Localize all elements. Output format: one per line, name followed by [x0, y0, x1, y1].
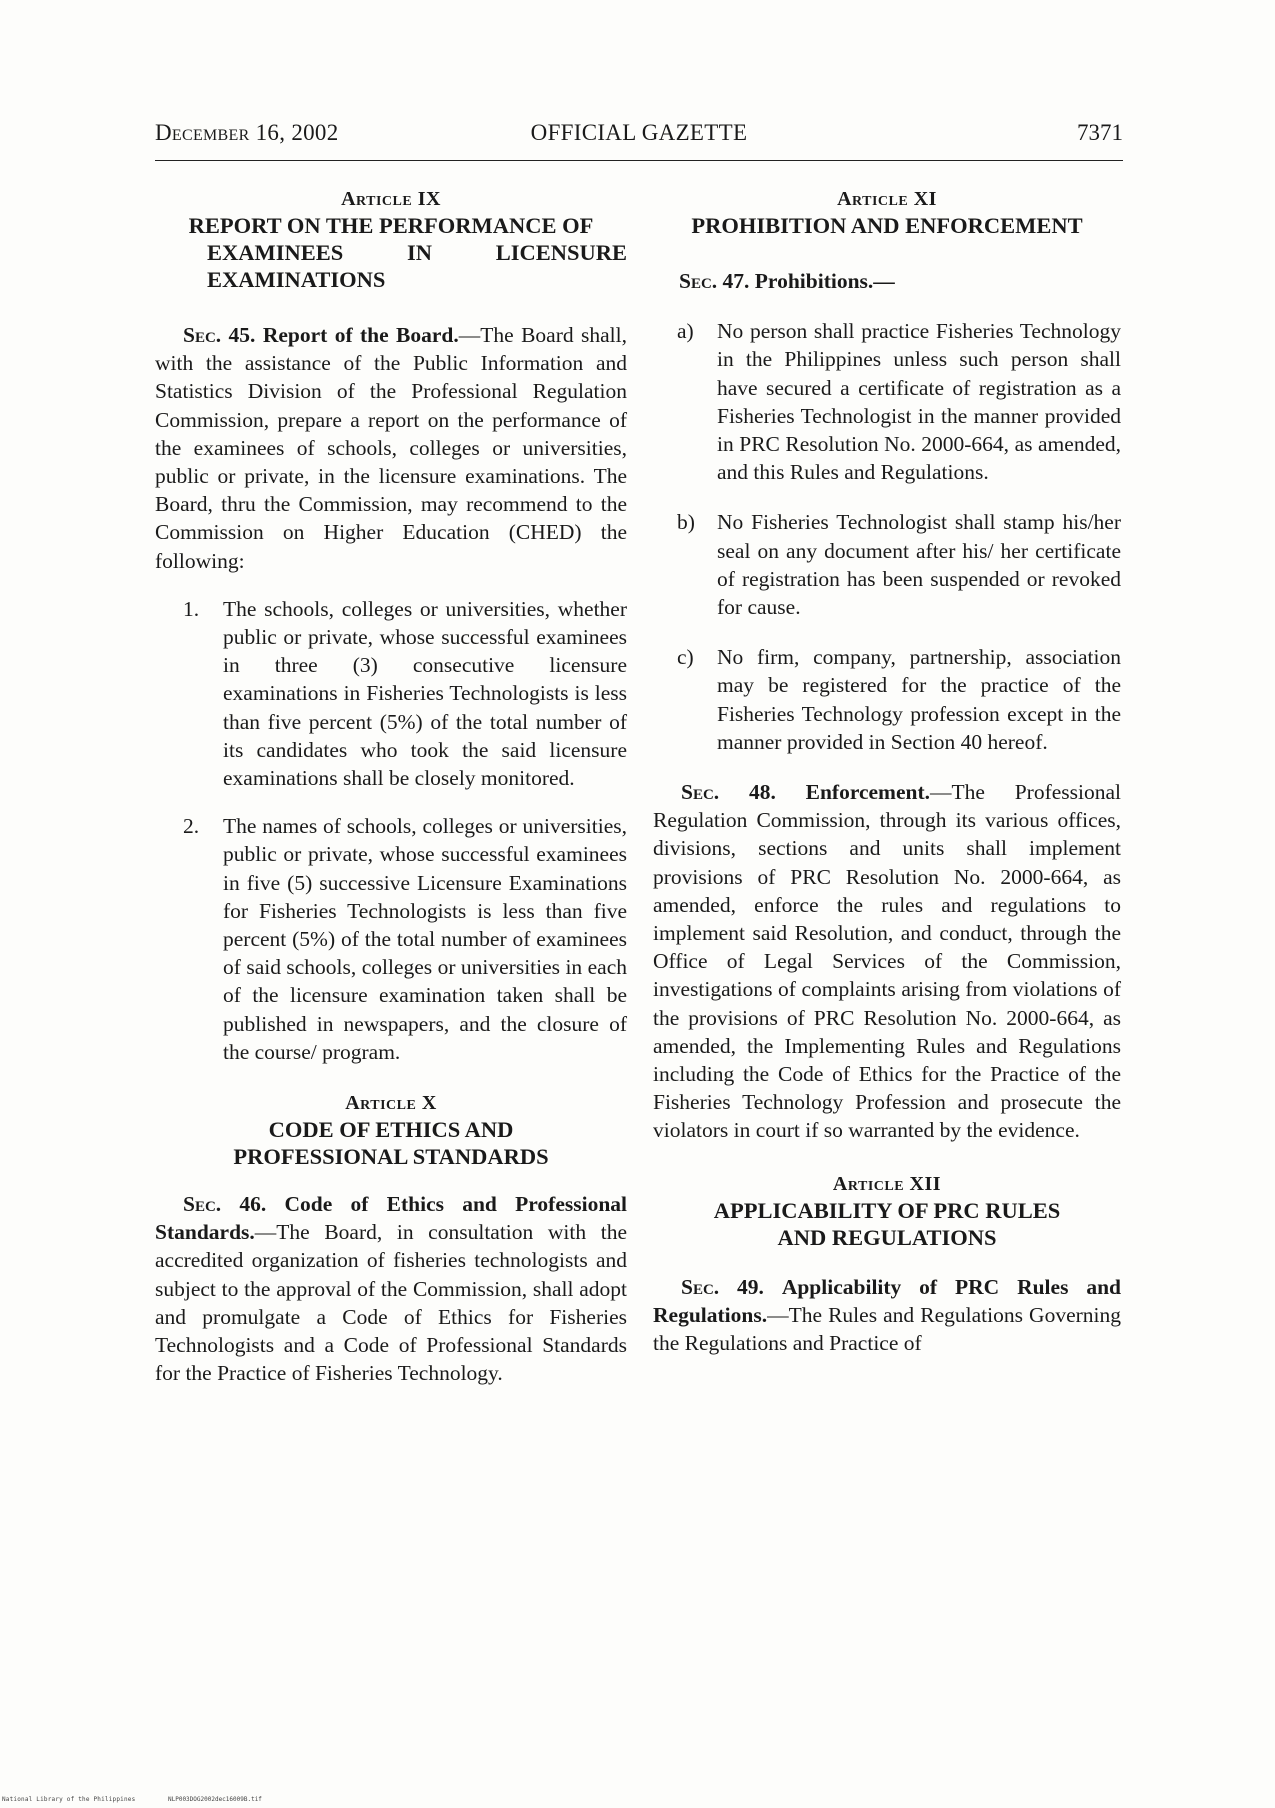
sec47-label: Sec. 47. [679, 269, 750, 293]
sec45-label: Sec. 45. [183, 323, 256, 347]
article-ix-title-line1: REPORT ON THE PERFORMANCE OF [188, 213, 594, 238]
sec49-label: Sec. 49. [681, 1274, 764, 1299]
article-xi-title-line1: PROHIBITION AND ENFORCEMENT [691, 213, 1083, 238]
article-xii-number: Article XII [832, 1172, 942, 1195]
article-xii-title-line1: APPLICABILITY OF PRC RULES [713, 1197, 1061, 1223]
sec45-paragraph [155, 321, 627, 575]
article-xii-heading [653, 1171, 1121, 1251]
list-marker: a) [677, 319, 694, 344]
sec45-title: Report of the Board. [262, 323, 459, 347]
article-ix-number: Article IX [341, 188, 441, 210]
sec47-list [653, 317, 1121, 756]
article-x-number: Article X [345, 1092, 437, 1115]
footer-library-note: National Library of the Philippines [2, 1796, 136, 1803]
sec47-list-item-c [653, 643, 1121, 756]
list-marker: 1. [183, 596, 200, 621]
list-text: No person shall practice Fisheries Technology in the Philippines unless such person shall have secured a certificate of registration as a Fisheries Technologist in the manner provided in PRC Resolution No. 2000-664, as amended, and this Rules and Regulations. [717, 319, 1121, 485]
sec45-text: —The Board shall, with the assistance of the Public Information and Statistics Division of the Professional Regulation Commission, prepare a report on the performance of the examinees of schools, colleges or universities, public or private, in the licensure examinations. The Board, thru the Commission, may recommend to the Commission on Higher Education (CHED) the following: [155, 323, 627, 573]
list-text: The schools, colleges or universities, whether public or private, whose successful examinees in three (3) consecutive licensure examinations in Fisheries Technologists is less than five percent (5%) of the total number of its candidates who took the said licensure examinations shall be closely monitored. [223, 596, 627, 791]
footer-file-note: NLP003DOG2002dec16009B.tif [168, 1796, 262, 1803]
article-x-heading [155, 1090, 627, 1170]
sec47-list-item-b [653, 508, 1121, 621]
sec48-label: Sec. 48. [681, 780, 776, 805]
article-ix-title-line3: EXAMINATIONS [207, 267, 386, 292]
article-x-title-line2: PROFESSIONAL STANDARDS [233, 1144, 549, 1170]
right-column [653, 186, 1121, 1357]
list-marker: 2. [183, 814, 200, 839]
list-marker: b) [677, 510, 695, 535]
sec46-label: Sec. 46. [183, 1192, 267, 1217]
article-xi-number: Article XI [837, 188, 937, 210]
header-page-number: 7371 [1077, 120, 1123, 145]
article-xi-heading [653, 186, 1121, 239]
sec46-paragraph [155, 1190, 627, 1387]
sec45-list [155, 595, 627, 1066]
sec48-title: Enforcement. [805, 780, 931, 805]
sec47-paragraph [653, 267, 1121, 295]
page-header [155, 120, 1123, 154]
article-ix-title-line2: EXAMINEES IN LICENSURE [207, 240, 627, 265]
article-ix-heading [155, 186, 627, 293]
sec49-text: —The Rules and Regulations Governing the Regulations and Practice of [653, 1302, 1121, 1356]
sec45-list-item-1 [155, 595, 627, 792]
article-xii-title-line2: AND REGULATIONS [777, 1224, 997, 1250]
sec49-paragraph [653, 1273, 1121, 1358]
sec45-list-item-2 [155, 812, 627, 1066]
list-text: No firm, company, partnership, association may be registered for the practice of the Fisheries Technology profession except in the manner provided in Section 40 hereof. [717, 645, 1121, 754]
list-text: The names of schools, colleges or universities, public or private, whose successful examinees in five (5) successive Licensure Examinations for Fisheries Technologists is less than five percent (5%) of the total number of examinees of said schools, colleges or universities in each of the licensure examination taken shall be published in newspapers, and the closure of the course/ program. [223, 814, 627, 1064]
header-publication: OFFICIAL GAZETTE [530, 120, 748, 145]
sec49-title: Applicability of PRC Rules and Regulations. [653, 1274, 1121, 1327]
sec46-title: Code of Ethics and Professional Standards. [155, 1192, 628, 1245]
left-column [155, 186, 627, 1388]
sec48-paragraph [653, 778, 1121, 1145]
sec47-title: Prohibitions.— [754, 269, 895, 293]
sec46-text: —The Board, in consultation with the accredited organization of fisheries technologists and subject to the approval of the Commission, shall adopt and promulgate a Code of Ethics for Fisheries Technologists and a Code of Professional Standards for the Practice of Fisheries Technology. [155, 1220, 627, 1386]
list-marker: c) [677, 645, 694, 670]
sec47-list-item-a [653, 317, 1121, 486]
sec48-text: —The Professional Regulation Commission, through its various offices, divisions, sections and units shall implement provisions of PRC Resolution No. 2000-664, as amended, enforce the rules and regulations to implement said Resolution, and conduct, through the Office of Legal Services of the Commission, investigations of complaints arising from violations of the provisions of PRC Resolution No. 2000-664, as amended, the Implementing Rules and Regulations including the Code of Ethics for the Practice of the Fisheries Technology Profession and prosecute the violators in court if so warranted by the evidence. [653, 780, 1122, 1143]
header-rule [155, 160, 1123, 161]
list-text: No Fisheries Technologist shall stamp his/her seal on any document after his/ her certificate of registration has been suspended or revoked for cause. [717, 510, 1121, 620]
header-date: December 16, 2002 [155, 120, 339, 145]
article-x-title-line1: CODE OF ETHICS AND [268, 1117, 514, 1143]
